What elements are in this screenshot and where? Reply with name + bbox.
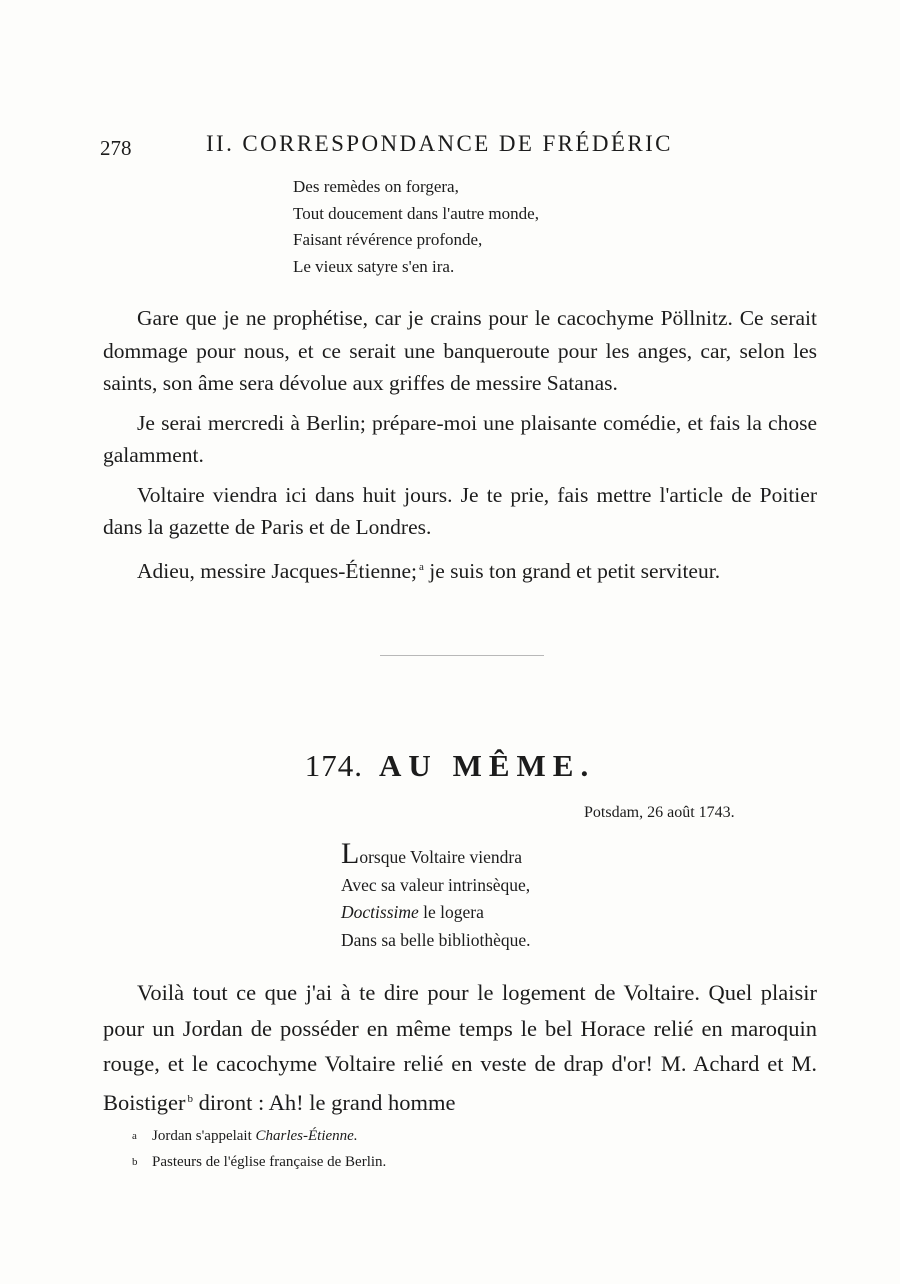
- section-divider: [380, 655, 544, 656]
- verse-line: Dans sa belle bibliothèque.: [341, 929, 531, 950]
- paragraph-text: Adieu, messire Jacques-Étienne;: [137, 558, 418, 583]
- prose-block-2: [103, 975, 817, 1120]
- verse-line: Tout doucement dans l'autre monde,: [293, 203, 539, 223]
- paragraph-text: diront : Ah! le grand homme: [193, 1089, 456, 1115]
- paragraph-text: je suis ton grand et petit serviteur.: [423, 558, 721, 583]
- verse-line: Des remèdes on forgera,: [293, 177, 459, 196]
- verse-line-text: orsque Voltaire viendra: [359, 847, 522, 867]
- italic-word: Doctissime: [341, 902, 419, 922]
- letter-number: 174.: [304, 748, 364, 783]
- verse-line-text: le logera: [418, 902, 484, 922]
- footnote-italic: Charles-Étienne.: [255, 1128, 358, 1144]
- footnote-marker: b: [187, 1092, 193, 1105]
- footnote-marker: a: [132, 1130, 137, 1142]
- paragraph: [103, 975, 817, 1120]
- verse-block-1: [293, 174, 539, 280]
- paragraph: Voltaire viendra ici dans huit jours. Je te prie, fais mettre l'article de Poitier dans la gazette de Paris et de Londres.: [103, 482, 817, 539]
- page-number: 278: [100, 136, 132, 160]
- footnote-text: Pasteurs de l'église française de Berlin.: [152, 1154, 387, 1170]
- prose-block-1: [103, 302, 817, 594]
- letter-title: AU MÊME.: [379, 748, 596, 783]
- footnote-marker: a: [419, 560, 424, 573]
- footnote: [132, 1123, 386, 1149]
- footnote-marker: b: [132, 1156, 138, 1168]
- verse-line: [341, 899, 531, 927]
- paragraph-text: Voilà tout ce que j'ai à te dire pour le logement de Voltaire. Quel plaisir pour un Jordan de posséder en même temps le bel Horace relié en maroquin rouge, et le cacochyme Voltaire relié en veste de drap d'or! M. Achard et M. Boistiger: [103, 980, 817, 1115]
- dateline: Potsdam, 26 août 1743.: [584, 804, 735, 821]
- footnotes: [132, 1123, 386, 1175]
- paragraph: Gare que je ne prophétise, car je crains pour le cacochyme Pöllnitz. Ce serait dommage pour nous, et ce serait une banqueroute pour les anges, car, selon les saints, son âme sera dévolue aux griffes de messire Satanas.: [103, 306, 817, 395]
- letter-heading: [0, 748, 900, 784]
- verse-line: Avec sa valeur intrinsèque,: [341, 874, 531, 895]
- verse-line: Faisant révérence profonde,: [293, 230, 483, 249]
- paragraph: Je serai mercredi à Berlin; prépare-moi une plaisante comédie, et fais la chose galamment.: [103, 410, 817, 467]
- verse-block-2: [341, 837, 531, 954]
- drop-cap: L: [341, 837, 360, 870]
- footnote-text: Jordan s'appelait: [152, 1128, 256, 1144]
- verse-line: Le vieux satyre s'en ira.: [293, 256, 455, 276]
- paragraph: [103, 551, 817, 588]
- running-title: II. CORRESPONDANCE DE FRÉDÉRIC: [206, 131, 673, 156]
- footnote: [132, 1149, 386, 1175]
- verse-line: [341, 837, 531, 872]
